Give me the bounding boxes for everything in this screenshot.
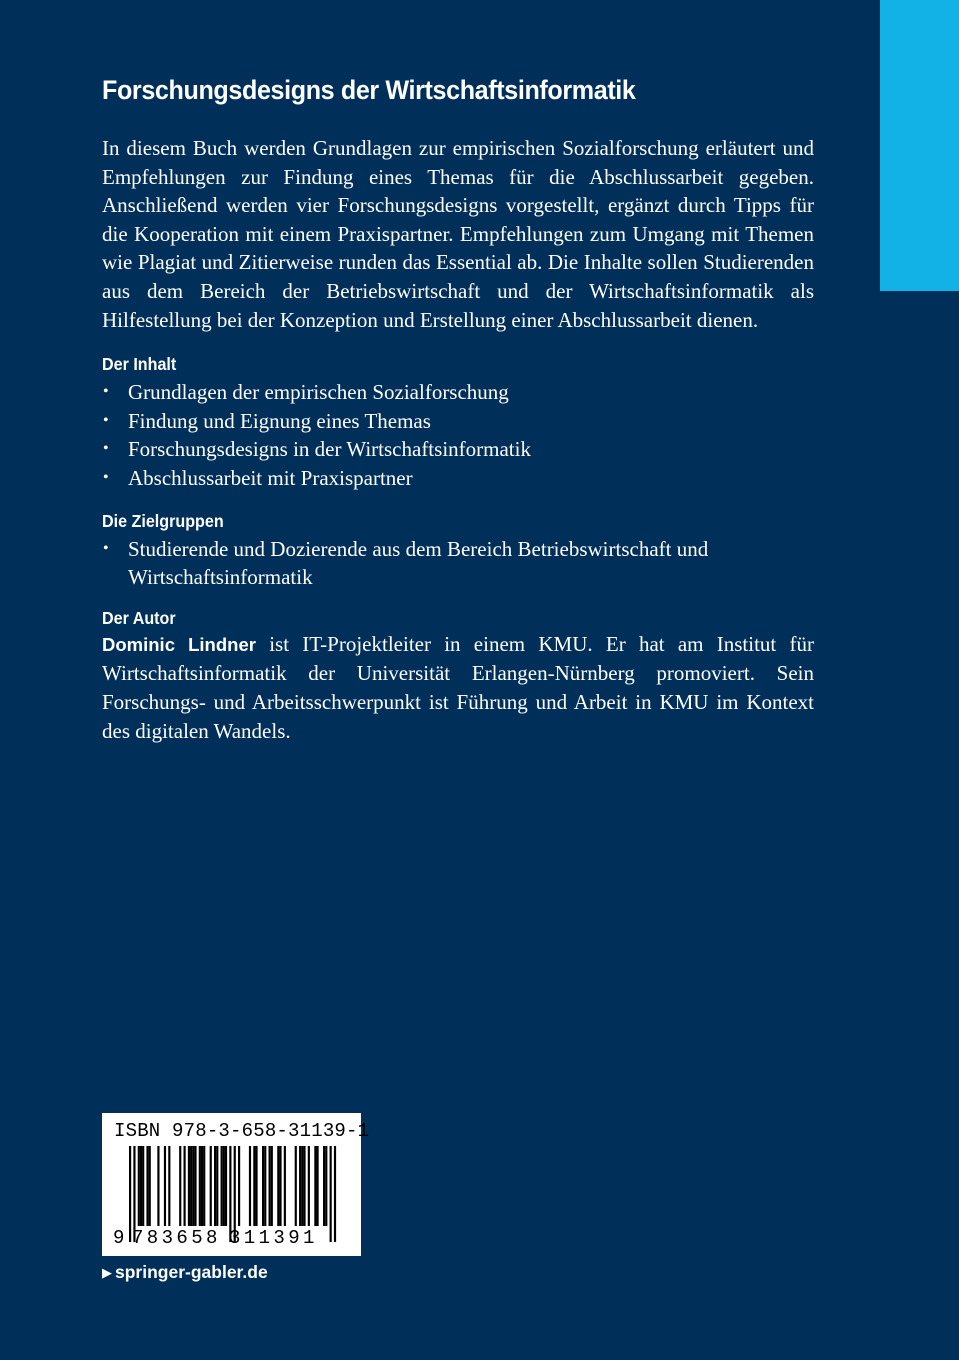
isbn-barcode bbox=[102, 1113, 370, 1256]
barcode-bar bbox=[223, 1146, 225, 1226]
barcode-bar bbox=[262, 1146, 264, 1226]
barcode-bar bbox=[192, 1146, 194, 1226]
back-cover-content bbox=[102, 72, 814, 745]
barcode-bar bbox=[203, 1146, 205, 1226]
bullet-icon: • bbox=[103, 440, 109, 458]
barcode-bar bbox=[295, 1146, 297, 1226]
bullet-icon: • bbox=[103, 383, 109, 401]
barcode-bar bbox=[323, 1146, 325, 1226]
barcode-bar bbox=[301, 1146, 303, 1226]
barcode-bar bbox=[199, 1146, 201, 1226]
barcode-bar bbox=[277, 1146, 279, 1226]
barcode-bar bbox=[271, 1146, 273, 1226]
barcode-bar bbox=[216, 1146, 218, 1226]
barcode-bar bbox=[269, 1146, 271, 1226]
barcode-lead-digit: 9 bbox=[113, 1227, 128, 1249]
barcode-bar bbox=[314, 1146, 316, 1226]
barcode-bar bbox=[303, 1146, 305, 1226]
barcode-left-digits: 783658 bbox=[132, 1227, 221, 1249]
author-bio bbox=[102, 630, 814, 745]
contents-heading: Der Inhalt bbox=[102, 354, 177, 375]
barcode-bar bbox=[325, 1146, 327, 1226]
audience-list bbox=[102, 535, 814, 592]
barcode-bar bbox=[299, 1146, 301, 1226]
bullet-icon: • bbox=[103, 539, 109, 557]
barcode-bar bbox=[149, 1146, 151, 1226]
barcode-right-digits: 311391 bbox=[229, 1227, 318, 1249]
bullet-icon: • bbox=[103, 411, 109, 429]
barcode-bar bbox=[238, 1146, 240, 1226]
audience-heading: Die Zielgruppen bbox=[102, 510, 224, 531]
barcode-bar bbox=[284, 1146, 286, 1226]
website-url: springer-gabler.de bbox=[115, 1262, 268, 1282]
intro-paragraph: In diesem Buch werden Grundlagen zur empirischen Sozialforschung erläutert und Empfehlungen zur Findung eines Themas für die Abschlussarbeit gegeben. Anschließend werden vier Forschungsdesigns vorgestellt, ergänzt durch Tipps für die Kooperation mit einem Praxispartner. Empfehlungen zum Umgang mit Themen wie Plagiat und Zitierweise runden das Essential ab. Die Inhalte sollen Studierenden aus dem Bereich der Betriebswirtschaft und der Wirtschaftsinformatik als Hilfestellung bei der Konzeption und Erstellung einer Abschlussarbeit dienen. bbox=[102, 136, 814, 332]
list-item-text: Grundlagen der empirischen Sozialforschung bbox=[128, 380, 509, 405]
list-item bbox=[102, 407, 814, 436]
list-item-text: Forschungsdesigns in der Wirtschaftsinformatik bbox=[128, 437, 531, 462]
barcode-bar bbox=[201, 1146, 203, 1226]
accent-bar bbox=[880, 0, 959, 291]
barcode-bar bbox=[255, 1146, 257, 1226]
barcode-bar bbox=[179, 1146, 181, 1226]
barcode-bar bbox=[190, 1146, 192, 1226]
author-name: Dominic Lindner bbox=[102, 633, 256, 655]
contents-list bbox=[102, 378, 814, 492]
barcode-bar bbox=[142, 1146, 144, 1226]
barcode-bar bbox=[221, 1146, 223, 1226]
barcode-bar bbox=[334, 1146, 336, 1242]
play-arrow-icon: ▶ bbox=[102, 1265, 112, 1280]
book-title: Forschungsdesigns der Wirtschaftsinformatik bbox=[102, 75, 636, 105]
barcode-bar bbox=[225, 1146, 227, 1226]
barcode-bar bbox=[184, 1146, 186, 1226]
barcode-bar bbox=[157, 1146, 159, 1226]
bullet-icon: • bbox=[103, 468, 109, 486]
barcode-bar bbox=[249, 1146, 251, 1226]
barcode-bar bbox=[214, 1146, 216, 1226]
author-heading: Der Autor bbox=[102, 607, 176, 628]
list-item-text: Abschlussarbeit mit Praxispartner bbox=[128, 465, 413, 490]
barcode-bar bbox=[210, 1146, 212, 1226]
barcode-bar bbox=[164, 1146, 166, 1226]
barcode-bar bbox=[316, 1146, 318, 1226]
barcode-bar bbox=[308, 1146, 310, 1226]
barcode-bar bbox=[194, 1146, 196, 1226]
list-item-text: Findung und Eignung eines Themas bbox=[128, 408, 431, 433]
barcode-bar bbox=[146, 1146, 148, 1226]
barcode-bar bbox=[140, 1146, 142, 1226]
barcode-bar bbox=[168, 1146, 170, 1226]
isbn-label: ISBN 978-3-658-31139-1 bbox=[114, 1120, 370, 1142]
list-item bbox=[102, 435, 814, 464]
list-item bbox=[102, 535, 814, 592]
barcode-bar bbox=[330, 1146, 332, 1242]
barcode-bar bbox=[253, 1146, 255, 1226]
list-item bbox=[102, 464, 814, 493]
list-item-text: Studierende und Dozierende aus dem Bereich Betriebswirtschaft und Wirtschaftsinformatik bbox=[128, 536, 709, 590]
barcode-bar bbox=[264, 1146, 266, 1226]
barcode-bar bbox=[279, 1146, 281, 1226]
author-bio-text: ist IT-Projektleiter in einem KMU. Er hat am Institut für Wirtschaftsinformatik der Universität Erlangen-Nürnberg promoviert. Sein Forschungs- und Arbeitsschwerpunkt ist Führung und Arbeit in KMU im Kontext des digitalen Wandels. bbox=[102, 631, 814, 743]
publisher-website[interactable] bbox=[102, 1262, 268, 1283]
barcode-bar bbox=[129, 1146, 131, 1242]
list-item bbox=[102, 378, 814, 407]
barcode-bar bbox=[138, 1146, 140, 1226]
barcode-bar bbox=[188, 1146, 190, 1226]
